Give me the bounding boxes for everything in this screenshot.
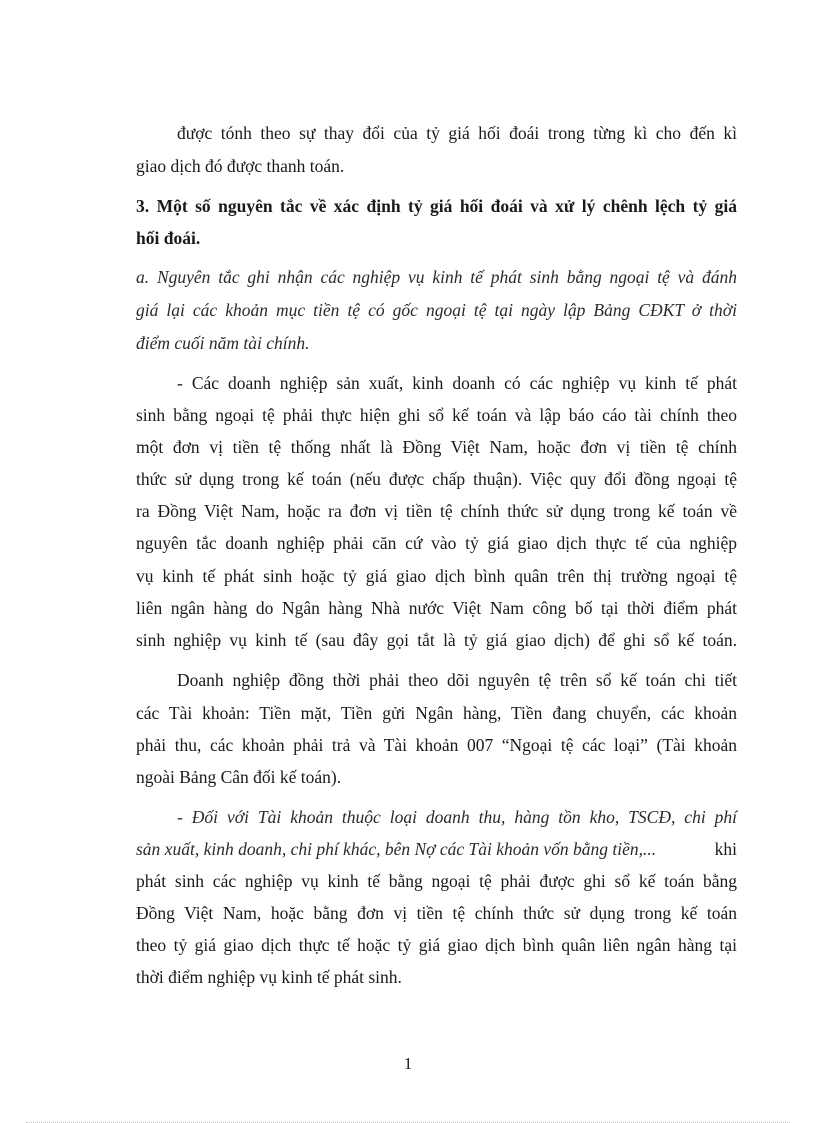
subheading-line: điểm cuối năm tài chính. — [136, 333, 310, 353]
mixed-text-line — [136, 838, 737, 860]
subheading-line: giá lại các khoản mục tiền tệ có gốc ngoại tệ tại ngày lập Bảng CĐKT ở thời — [136, 300, 737, 320]
text-line: sinh bằng ngoại tệ phải thực hiện ghi sổ kế toán và lập báo cáo tài chính theo — [136, 405, 737, 425]
text-line: thức sử dụng trong kế toán (nếu được chấp thuận). Việc quy đổi đồng ngoại tệ — [136, 469, 737, 489]
italic-text-span: sản xuất, kinh doanh, chi phí khác, bên Nợ các Tài khoản vốn bằng tiền,... — [136, 839, 657, 859]
text-line: vụ kinh tế phát sinh hoặc tỷ giá giao dịch bình quân trên thị trường ngoại tệ — [136, 566, 737, 586]
text-span: khi — [714, 839, 737, 859]
text-line: Đồng Việt Nam, hoặc bằng đơn vị tiền tệ chính thức sử dụng trong kế toán — [136, 903, 737, 923]
page-number: 1 — [403, 1054, 413, 1073]
subheading-line: a. Nguyên tắc ghi nhận các nghiệp vụ kinh tế phát sinh bằng ngoại tệ và đánh — [136, 267, 737, 287]
text-line: - Các doanh nghiệp sản xuất, kinh doanh có các nghiệp vụ kinh tế phát — [177, 373, 737, 393]
text-line: được tónh theo sự thay đổi của tỷ giá hối đoái trong từng kì cho đến kì — [177, 123, 737, 143]
italic-text-line: - Đối với Tài khoản thuộc loại doanh thu, hàng tồn kho, TSCĐ, chi phí — [177, 807, 737, 827]
text-line: nguyên tắc doanh nghiệp phải căn cứ vào tỷ giá giao dịch thực tế của nghiệp — [136, 533, 737, 553]
text-line: các Tài khoản: Tiền mặt, Tiền gửi Ngân hàng, Tiền đang chuyển, các khoản — [136, 703, 737, 723]
text-line: sinh nghiệp vụ kinh tế (sau đây gọi tắt là tỷ giá giao dịch) để ghi sổ kế toán. — [136, 630, 737, 650]
text-line: Doanh nghiệp đồng thời phải theo dõi nguyên tệ trên sổ kế toán chi tiết — [177, 670, 737, 690]
text-line: một đơn vị tiền tệ thống nhất là Đồng Việt Nam, hoặc đơn vị tiền tệ chính — [136, 437, 737, 457]
text-line: theo tỷ giá giao dịch thực tế hoặc tỷ giá giao dịch bình quân liên ngân hàng tại — [136, 935, 737, 955]
text-line: phát sinh các nghiệp vụ kinh tế bằng ngoại tệ phải được ghi sổ kế toán bằng — [136, 871, 737, 891]
text-line: thời điểm nghiệp vụ kinh tế phát sinh. — [136, 967, 402, 987]
text-line: giao dịch đó được thanh toán. — [136, 156, 345, 176]
text-line: liên ngân hàng do Ngân hàng Nhà nước Việt Nam công bố tại thời điểm phát — [136, 598, 737, 618]
section-heading: hối đoái. — [136, 228, 201, 248]
text-line: ra Đồng Việt Nam, hoặc ra đơn vị tiền tệ chính thức sử dụng trong kế toán về — [136, 501, 737, 521]
section-heading: 3. Một số nguyên tắc về xác định tỷ giá hối đoái và xử lý chênh lệch tỷ giá — [136, 196, 737, 216]
text-line: ngoài Bảng Cân đối kế toán). — [136, 767, 342, 787]
text-line: phải thu, các khoản phải trả và Tài khoản 007 “Ngoại tệ các loại” (Tài khoản — [136, 735, 737, 755]
